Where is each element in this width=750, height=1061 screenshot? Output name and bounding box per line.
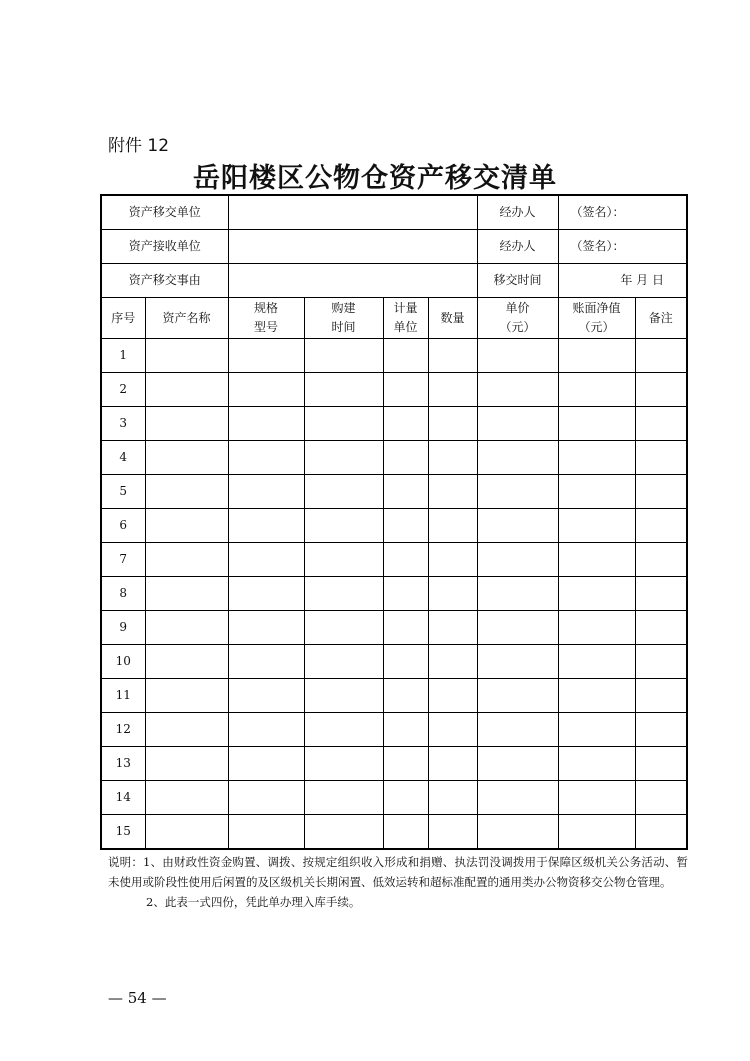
table-row xyxy=(101,373,687,407)
table-cell[interactable] xyxy=(383,339,428,373)
header-row-transfer-unit xyxy=(101,195,687,230)
table-cell[interactable] xyxy=(228,815,304,850)
table-cell[interactable] xyxy=(383,475,428,509)
note-2: 2、此表一式四份，凭此单办理入库手续。 xyxy=(146,895,361,909)
transfer-unit-field[interactable] xyxy=(228,195,477,230)
table-row xyxy=(101,815,687,850)
table-cell[interactable] xyxy=(428,781,477,815)
table-cell[interactable] xyxy=(477,475,558,509)
table-cell[interactable] xyxy=(428,679,477,713)
table-cell[interactable] xyxy=(558,713,635,747)
table-cell[interactable] xyxy=(477,373,558,407)
table-cell[interactable] xyxy=(428,475,477,509)
row-number: 2 xyxy=(101,373,145,407)
row-number: 10 xyxy=(101,645,145,679)
table-cell[interactable] xyxy=(477,815,558,850)
table-cell[interactable] xyxy=(145,611,228,645)
transfer-date-field[interactable]: 年 月 日 xyxy=(558,264,687,298)
note-1: 说明：1、由财政性资金购置、调拨、按规定组织收入形成和捐赠、执法罚没调拨用于保障区级机关公务活动、暂未使用或阶段性使用后闲置的及区级机关长期闲置、低效运转和超标准配置的通用类办公物资移交公物仓管理。 xyxy=(108,855,688,889)
table-row xyxy=(101,577,687,611)
row-number: 14 xyxy=(101,781,145,815)
table-cell[interactable] xyxy=(304,611,383,645)
header-label: 资产移交事由 xyxy=(101,264,228,298)
table-cell[interactable] xyxy=(558,645,635,679)
table-cell[interactable] xyxy=(383,645,428,679)
col-remark: 备注 xyxy=(635,298,687,339)
table-cell[interactable] xyxy=(304,679,383,713)
table-row xyxy=(101,475,687,509)
table-cell[interactable] xyxy=(635,339,687,373)
table-row xyxy=(101,611,687,645)
table-cell[interactable] xyxy=(304,407,383,441)
table-cell[interactable] xyxy=(145,475,228,509)
table-cell[interactable] xyxy=(635,747,687,781)
table-cell[interactable] xyxy=(635,441,687,475)
table-cell[interactable] xyxy=(145,339,228,373)
table-cell[interactable] xyxy=(383,781,428,815)
table-cell[interactable] xyxy=(477,407,558,441)
row-number: 13 xyxy=(101,747,145,781)
header-label: 资产移交单位 xyxy=(101,195,228,230)
table-cell[interactable] xyxy=(383,509,428,543)
table-cell[interactable] xyxy=(428,441,477,475)
table-cell[interactable] xyxy=(428,339,477,373)
table-cell[interactable] xyxy=(558,475,635,509)
table-cell[interactable] xyxy=(304,815,383,850)
table-cell[interactable] xyxy=(428,509,477,543)
receiving-unit-field[interactable] xyxy=(228,230,477,264)
table-cell[interactable] xyxy=(477,577,558,611)
table-cell[interactable] xyxy=(635,373,687,407)
table-cell[interactable] xyxy=(228,441,304,475)
table-cell[interactable] xyxy=(304,577,383,611)
table-cell[interactable] xyxy=(304,747,383,781)
page-number: — 54 — xyxy=(108,989,167,1007)
table-cell[interactable] xyxy=(228,475,304,509)
table-cell[interactable] xyxy=(558,373,635,407)
table-cell[interactable] xyxy=(383,441,428,475)
table-cell[interactable] xyxy=(228,713,304,747)
table-cell[interactable] xyxy=(228,407,304,441)
table-cell[interactable] xyxy=(228,781,304,815)
table-cell[interactable] xyxy=(228,339,304,373)
table-row xyxy=(101,679,687,713)
table-cell[interactable] xyxy=(428,815,477,850)
row-number: 3 xyxy=(101,407,145,441)
table-cell[interactable] xyxy=(383,611,428,645)
attachment-label: 附件 12 xyxy=(108,136,170,156)
table-cell[interactable] xyxy=(477,679,558,713)
table-cell[interactable] xyxy=(304,441,383,475)
row-number: 7 xyxy=(101,543,145,577)
table-cell[interactable] xyxy=(635,781,687,815)
table-cell[interactable] xyxy=(383,747,428,781)
table-row xyxy=(101,713,687,747)
table-cell[interactable] xyxy=(428,407,477,441)
table-cell[interactable] xyxy=(558,543,635,577)
transfer-time-label: 移交时间 xyxy=(477,264,558,298)
row-number: 8 xyxy=(101,577,145,611)
column-header-row xyxy=(101,298,687,339)
table-cell[interactable] xyxy=(428,577,477,611)
table-cell[interactable] xyxy=(428,645,477,679)
table-cell[interactable] xyxy=(635,679,687,713)
header-label: 资产接收单位 xyxy=(101,230,228,264)
table-cell[interactable] xyxy=(304,543,383,577)
table-cell[interactable] xyxy=(145,679,228,713)
table-cell[interactable] xyxy=(304,509,383,543)
table-cell[interactable] xyxy=(383,577,428,611)
row-number: 12 xyxy=(101,713,145,747)
table-row xyxy=(101,339,687,373)
table-cell[interactable] xyxy=(635,713,687,747)
col-quantity: 数量 xyxy=(428,298,477,339)
table-cell[interactable] xyxy=(304,339,383,373)
table-cell[interactable] xyxy=(558,781,635,815)
header-row-transfer-reason xyxy=(101,264,687,298)
table-row xyxy=(101,645,687,679)
table-row xyxy=(101,781,687,815)
table-row xyxy=(101,441,687,475)
row-number: 15 xyxy=(101,815,145,850)
table-cell[interactable] xyxy=(477,543,558,577)
table-cell[interactable] xyxy=(304,781,383,815)
table-cell[interactable] xyxy=(383,679,428,713)
page-title: 岳阳楼区公物仓资产移交清单 xyxy=(193,163,557,194)
table-cell[interactable] xyxy=(383,815,428,850)
table-cell[interactable] xyxy=(228,509,304,543)
table-cell[interactable] xyxy=(428,543,477,577)
table-cell[interactable] xyxy=(383,407,428,441)
col-spec: 规格 型号 xyxy=(228,298,304,339)
row-number: 5 xyxy=(101,475,145,509)
row-number: 11 xyxy=(101,679,145,713)
table-cell[interactable] xyxy=(304,713,383,747)
asset-transfer-table xyxy=(100,194,688,850)
col-seq: 序号 xyxy=(101,298,145,339)
transfer-reason-field[interactable] xyxy=(228,264,477,298)
table-cell[interactable] xyxy=(145,543,228,577)
table-cell[interactable] xyxy=(558,679,635,713)
table-cell[interactable] xyxy=(228,543,304,577)
table-cell[interactable] xyxy=(558,815,635,850)
table-cell[interactable] xyxy=(635,611,687,645)
table-cell[interactable] xyxy=(428,713,477,747)
table-cell[interactable] xyxy=(477,747,558,781)
table-cell[interactable] xyxy=(228,747,304,781)
table-cell[interactable] xyxy=(228,373,304,407)
row-number: 1 xyxy=(101,339,145,373)
handler-label: 经办人 xyxy=(477,230,558,264)
table-cell[interactable] xyxy=(145,373,228,407)
table-cell[interactable] xyxy=(635,543,687,577)
table-cell[interactable] xyxy=(304,373,383,407)
table-cell[interactable] xyxy=(145,645,228,679)
table-cell[interactable] xyxy=(558,339,635,373)
col-unit: 计量 单位 xyxy=(383,298,428,339)
table-cell[interactable] xyxy=(477,713,558,747)
table-cell[interactable] xyxy=(635,407,687,441)
row-number: 9 xyxy=(101,611,145,645)
table-cell[interactable] xyxy=(558,407,635,441)
table-cell[interactable] xyxy=(145,747,228,781)
table-cell[interactable] xyxy=(145,407,228,441)
table-cell[interactable] xyxy=(635,815,687,850)
table-row xyxy=(101,543,687,577)
table-cell[interactable] xyxy=(477,645,558,679)
table-cell[interactable] xyxy=(145,815,228,850)
table-cell[interactable] xyxy=(477,441,558,475)
col-asset-name: 资产名称 xyxy=(145,298,228,339)
table-cell[interactable] xyxy=(145,577,228,611)
table-cell[interactable] xyxy=(635,475,687,509)
table-cell[interactable] xyxy=(228,679,304,713)
table-cell[interactable] xyxy=(558,611,635,645)
row-number: 6 xyxy=(101,509,145,543)
table-cell[interactable] xyxy=(477,781,558,815)
handler-label: 经办人 xyxy=(477,195,558,230)
table-cell[interactable] xyxy=(428,373,477,407)
table-cell[interactable] xyxy=(383,713,428,747)
table-row xyxy=(101,747,687,781)
notes xyxy=(108,852,688,912)
table-cell[interactable] xyxy=(383,373,428,407)
table-cell[interactable] xyxy=(228,611,304,645)
header-row-receiving-unit xyxy=(101,230,687,264)
table-cell[interactable] xyxy=(304,475,383,509)
col-book-value: 账面净值 （元） xyxy=(558,298,635,339)
table-cell[interactable] xyxy=(558,577,635,611)
table-cell[interactable] xyxy=(635,509,687,543)
data-rows xyxy=(101,339,687,850)
table-cell[interactable] xyxy=(228,577,304,611)
table-cell[interactable] xyxy=(477,339,558,373)
table-cell[interactable] xyxy=(228,645,304,679)
table-row xyxy=(101,509,687,543)
signature-field[interactable]: （签名）： xyxy=(558,230,687,264)
table-cell[interactable] xyxy=(477,611,558,645)
table-cell[interactable] xyxy=(635,645,687,679)
table-cell[interactable] xyxy=(145,509,228,543)
col-unit-price: 单价 （元） xyxy=(477,298,558,339)
table-cell[interactable] xyxy=(428,611,477,645)
table-cell[interactable] xyxy=(428,747,477,781)
table-cell[interactable] xyxy=(145,441,228,475)
table-cell[interactable] xyxy=(477,509,558,543)
table-cell[interactable] xyxy=(558,747,635,781)
table-cell[interactable] xyxy=(304,645,383,679)
table-cell[interactable] xyxy=(145,713,228,747)
table-cell[interactable] xyxy=(635,577,687,611)
table-row xyxy=(101,407,687,441)
table-cell[interactable] xyxy=(145,781,228,815)
col-built-time: 购建 时间 xyxy=(304,298,383,339)
table-cell[interactable] xyxy=(558,509,635,543)
signature-field[interactable]: （签名）： xyxy=(558,195,687,230)
table-cell[interactable] xyxy=(383,543,428,577)
row-number: 4 xyxy=(101,441,145,475)
table-cell[interactable] xyxy=(558,441,635,475)
